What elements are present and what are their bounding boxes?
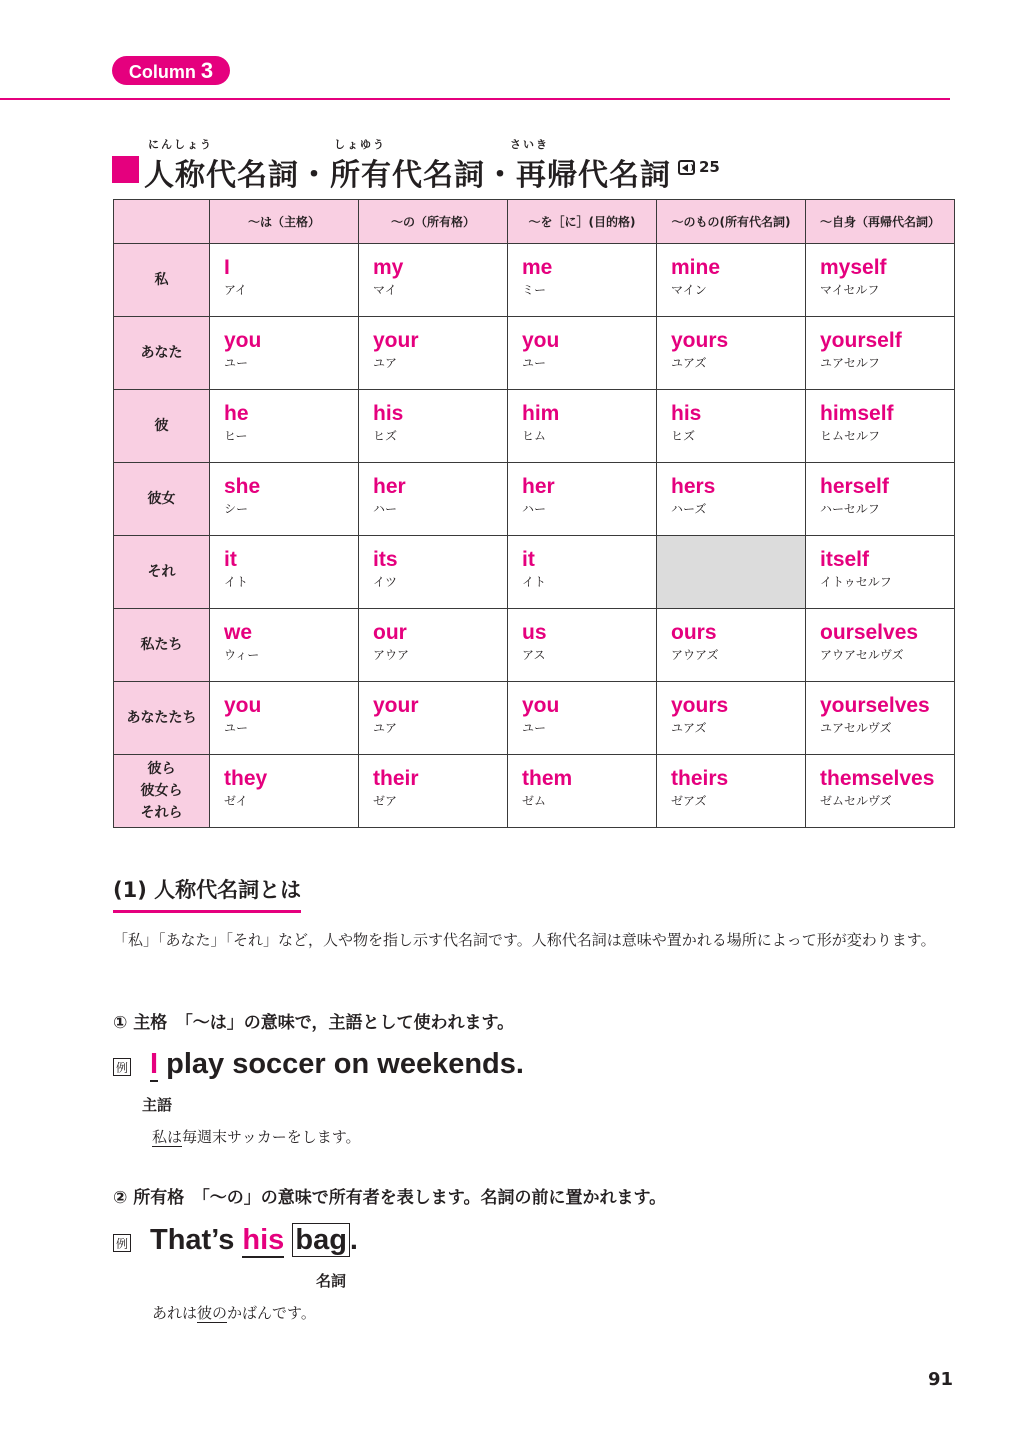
- table-cell: [508, 390, 657, 463]
- section-title: 人称代名詞・所有代名詞・再帰代名詞: [144, 158, 671, 193]
- pronunciation: ユー: [224, 721, 249, 735]
- example-2-end: .: [349, 1224, 358, 1256]
- pronunciation: マイセルフ: [820, 283, 880, 297]
- table-cell: [806, 463, 955, 536]
- example-mark-2: 例: [113, 1234, 131, 1252]
- header-objective: ～を［に］(目的格): [508, 200, 657, 244]
- table-cell: [508, 682, 657, 755]
- example-2-translation-pre: あれは: [152, 1304, 198, 1322]
- pronunciation: イツ: [373, 575, 398, 589]
- pronunciation: ウィー: [224, 648, 260, 662]
- table-cell: [806, 682, 955, 755]
- pronunciation: ミー: [522, 283, 547, 297]
- pronunciation: ハー: [373, 502, 398, 516]
- pronoun-word: you: [224, 694, 262, 717]
- pronoun-word: we: [224, 621, 253, 644]
- row-label: あなた: [114, 317, 210, 390]
- table-cell: [210, 755, 359, 828]
- table-cell: [806, 317, 955, 390]
- table-cell: [657, 682, 806, 755]
- example-2-translation-rest: かばんです。: [227, 1304, 316, 1322]
- pronoun-word: theirs: [671, 767, 729, 790]
- ruby-ninsho: にんしょう: [148, 138, 213, 151]
- header-subjective: ～は（主格）: [210, 200, 359, 244]
- audio-track-number: 25: [699, 158, 720, 176]
- table-cell: [359, 244, 508, 317]
- pronoun-word: her: [373, 475, 406, 498]
- table-row: [114, 536, 955, 609]
- pronoun-word: his: [373, 402, 404, 425]
- table-cell: [657, 317, 806, 390]
- pronoun-table: [113, 199, 955, 828]
- table-cell: [657, 463, 806, 536]
- pronunciation: マイ: [373, 283, 397, 297]
- table-cell: [508, 536, 657, 609]
- pronunciation: ヒー: [224, 429, 248, 443]
- noun-label: 名詞: [316, 1272, 347, 1290]
- pronoun-word: herself: [820, 475, 889, 498]
- pronunciation: ユー: [522, 356, 547, 370]
- table-cell: [806, 536, 955, 609]
- header-reflexive: ～自身（再帰代名詞）: [806, 200, 955, 244]
- point-possessive-heading: ② 所有格 「～の」の意味で所有者を表します。名詞の前に置かれます。: [113, 1188, 667, 1208]
- column-number: 3: [200, 58, 214, 83]
- pronunciation: ゼイ: [224, 794, 248, 808]
- pronoun-word: mine: [671, 256, 721, 279]
- table-cell: [806, 609, 955, 682]
- pronunciation: ユア: [373, 356, 398, 370]
- pronunciation: シー: [224, 502, 249, 516]
- example-1-translation: [152, 1126, 361, 1147]
- table-cell: [210, 390, 359, 463]
- pronoun-word: himself: [820, 402, 894, 425]
- pronunciation: イト: [224, 575, 249, 589]
- pronoun-word: she: [224, 475, 261, 498]
- table-cell: [657, 244, 806, 317]
- pronunciation: ハーズ: [671, 502, 707, 516]
- table-row: [114, 317, 955, 390]
- header-possessive-pronoun: ～のもの(所有代名詞): [657, 200, 806, 244]
- header-corner: [114, 200, 210, 244]
- example-2-pre: That’s: [150, 1224, 243, 1256]
- pronoun-word: you: [224, 329, 262, 352]
- pronoun-word: I: [224, 256, 230, 279]
- pronoun-word: his: [671, 402, 702, 425]
- pronoun-word: our: [373, 621, 407, 644]
- pronoun-word: him: [522, 402, 560, 425]
- pronoun-word: you: [522, 329, 560, 352]
- pronoun-word: yours: [671, 329, 729, 352]
- pronoun-word: your: [373, 694, 419, 717]
- table-cell: [359, 536, 508, 609]
- ruby-shoyu: しょゆう: [334, 138, 386, 151]
- pronoun-word: it: [224, 548, 237, 571]
- row-label: 彼女: [114, 463, 210, 536]
- table-row: [114, 244, 955, 317]
- pronunciation: ヒズ: [671, 429, 696, 443]
- pronoun-word: its: [373, 548, 398, 571]
- pronoun-word: myself: [820, 256, 887, 279]
- example-2-translation-underlined: 彼の: [197, 1304, 228, 1322]
- pronunciation: ユアセルヴズ: [820, 721, 892, 735]
- table-cell: [210, 317, 359, 390]
- pronunciation: イトゥセルフ: [820, 575, 892, 589]
- pronoun-word: he: [224, 402, 249, 425]
- pronoun-word: my: [373, 256, 404, 279]
- table-header-row: [114, 200, 955, 244]
- pronunciation: ハーセルフ: [820, 502, 880, 516]
- pronunciation: アイ: [224, 283, 247, 297]
- subsection-body: 「私」「あなた」「それ」など，人や物を指し示す代名詞です。人称代名詞は意味や置かれる場所によって形が変わります。: [113, 931, 936, 949]
- table-cell: [359, 317, 508, 390]
- table-cell: [508, 244, 657, 317]
- ruby-saiki: さいき: [510, 138, 549, 151]
- pronunciation: アウアセルヴズ: [820, 648, 904, 662]
- pronunciation: ユアセルフ: [820, 356, 880, 370]
- page-number: 91: [928, 1369, 954, 1390]
- row-label: 私: [114, 244, 210, 317]
- table-cell: [508, 463, 657, 536]
- table-row: [114, 609, 955, 682]
- table-cell: [657, 536, 806, 609]
- table-cell: [657, 390, 806, 463]
- table-row: [114, 463, 955, 536]
- pronoun-word: their: [373, 767, 419, 790]
- table-cell: [210, 244, 359, 317]
- pronunciation: イト: [522, 575, 547, 589]
- example-sentence-1: [150, 1048, 524, 1081]
- table-cell: [359, 463, 508, 536]
- pronoun-word: they: [224, 767, 268, 790]
- pronunciation: ユア: [373, 721, 398, 735]
- pronoun-word: themselves: [820, 767, 935, 790]
- example-2-translation: [152, 1302, 316, 1323]
- pronunciation: マイン: [671, 283, 707, 297]
- pronoun-word: them: [522, 767, 573, 790]
- subsection-title: (1) 人称代名詞とは: [113, 874, 301, 913]
- table-cell: [657, 609, 806, 682]
- pronunciation: ユアズ: [671, 356, 707, 370]
- pronoun-word: yourselves: [820, 694, 930, 717]
- row-label: それ: [114, 536, 210, 609]
- table-cell: [210, 682, 359, 755]
- pronunciation: アウア: [373, 648, 410, 662]
- example-sentence-2: [150, 1224, 358, 1257]
- example-1-translation-rest: 毎週末サッカーをします。: [182, 1128, 361, 1146]
- pronunciation: ユー: [224, 356, 249, 370]
- example-2-noun: bag: [292, 1223, 350, 1257]
- table-cell: [806, 390, 955, 463]
- pronoun-word: you: [522, 694, 560, 717]
- table-cell: [210, 536, 359, 609]
- pronoun-word: her: [522, 475, 555, 498]
- point-subjective-heading: ① 主格 「～は」の意味で，主語として使われます。: [113, 1013, 515, 1033]
- column-badge: [112, 56, 230, 85]
- table-cell: [657, 755, 806, 828]
- pronoun-word: yourself: [820, 329, 902, 352]
- top-rule: [0, 98, 950, 100]
- pronoun-word: your: [373, 329, 419, 352]
- pronunciation: ユアズ: [671, 721, 707, 735]
- table-cell: [210, 463, 359, 536]
- row-label: あなたたち: [114, 682, 210, 755]
- table-cell: [359, 755, 508, 828]
- row-label: 私たち: [114, 609, 210, 682]
- column-label: Column: [128, 62, 196, 82]
- pronunciation: ゼム: [522, 794, 547, 808]
- pronunciation: アス: [522, 648, 546, 662]
- pronunciation: ゼムセルヴズ: [820, 794, 892, 808]
- row-label: 彼ら 彼女ら それら: [114, 755, 210, 828]
- square-bullet-icon: [112, 156, 139, 183]
- audio-track[interactable]: [678, 158, 720, 176]
- pronunciation: ヒズ: [373, 429, 398, 443]
- pronoun-word: itself: [820, 548, 870, 571]
- pronunciation: ゼアズ: [671, 794, 707, 808]
- table-cell: [359, 390, 508, 463]
- pronunciation: ハー: [522, 502, 547, 516]
- table-cell: [359, 609, 508, 682]
- example-2-pronoun: his: [242, 1224, 285, 1256]
- table-cell: [806, 244, 955, 317]
- pronoun-word: us: [522, 621, 547, 644]
- example-1-rest: play soccer on weekends.: [158, 1048, 524, 1080]
- pronunciation: ゼア: [373, 794, 398, 808]
- pronoun-word: ours: [671, 621, 717, 644]
- table-cell: [359, 682, 508, 755]
- pronunciation: アウアズ: [671, 648, 719, 662]
- table-row: [114, 755, 955, 828]
- header-possessive: ～の（所有格）: [359, 200, 508, 244]
- table-row: [114, 682, 955, 755]
- pronunciation: ヒム: [522, 429, 547, 443]
- subject-label: 主語: [142, 1096, 173, 1114]
- table-cell: [210, 609, 359, 682]
- pronoun-word: yours: [671, 694, 729, 717]
- pronoun-word: ourselves: [820, 621, 919, 644]
- example-1-translation-underlined: 私は: [152, 1128, 183, 1146]
- table-cell: [508, 609, 657, 682]
- row-label: 彼: [114, 390, 210, 463]
- table-cell: [806, 755, 955, 828]
- table-cell: [508, 317, 657, 390]
- pronunciation: ユー: [522, 721, 547, 735]
- section-heading: [112, 136, 812, 196]
- pronoun-word: hers: [671, 475, 716, 498]
- pronunciation: ヒムセルフ: [820, 429, 881, 443]
- pronoun-word: me: [522, 256, 553, 279]
- pronoun-word: it: [522, 548, 535, 571]
- table-cell: [508, 755, 657, 828]
- table-row: [114, 390, 955, 463]
- example-1-pronoun: I: [150, 1048, 159, 1080]
- speaker-icon: [678, 160, 695, 175]
- example-mark: 例: [113, 1058, 131, 1076]
